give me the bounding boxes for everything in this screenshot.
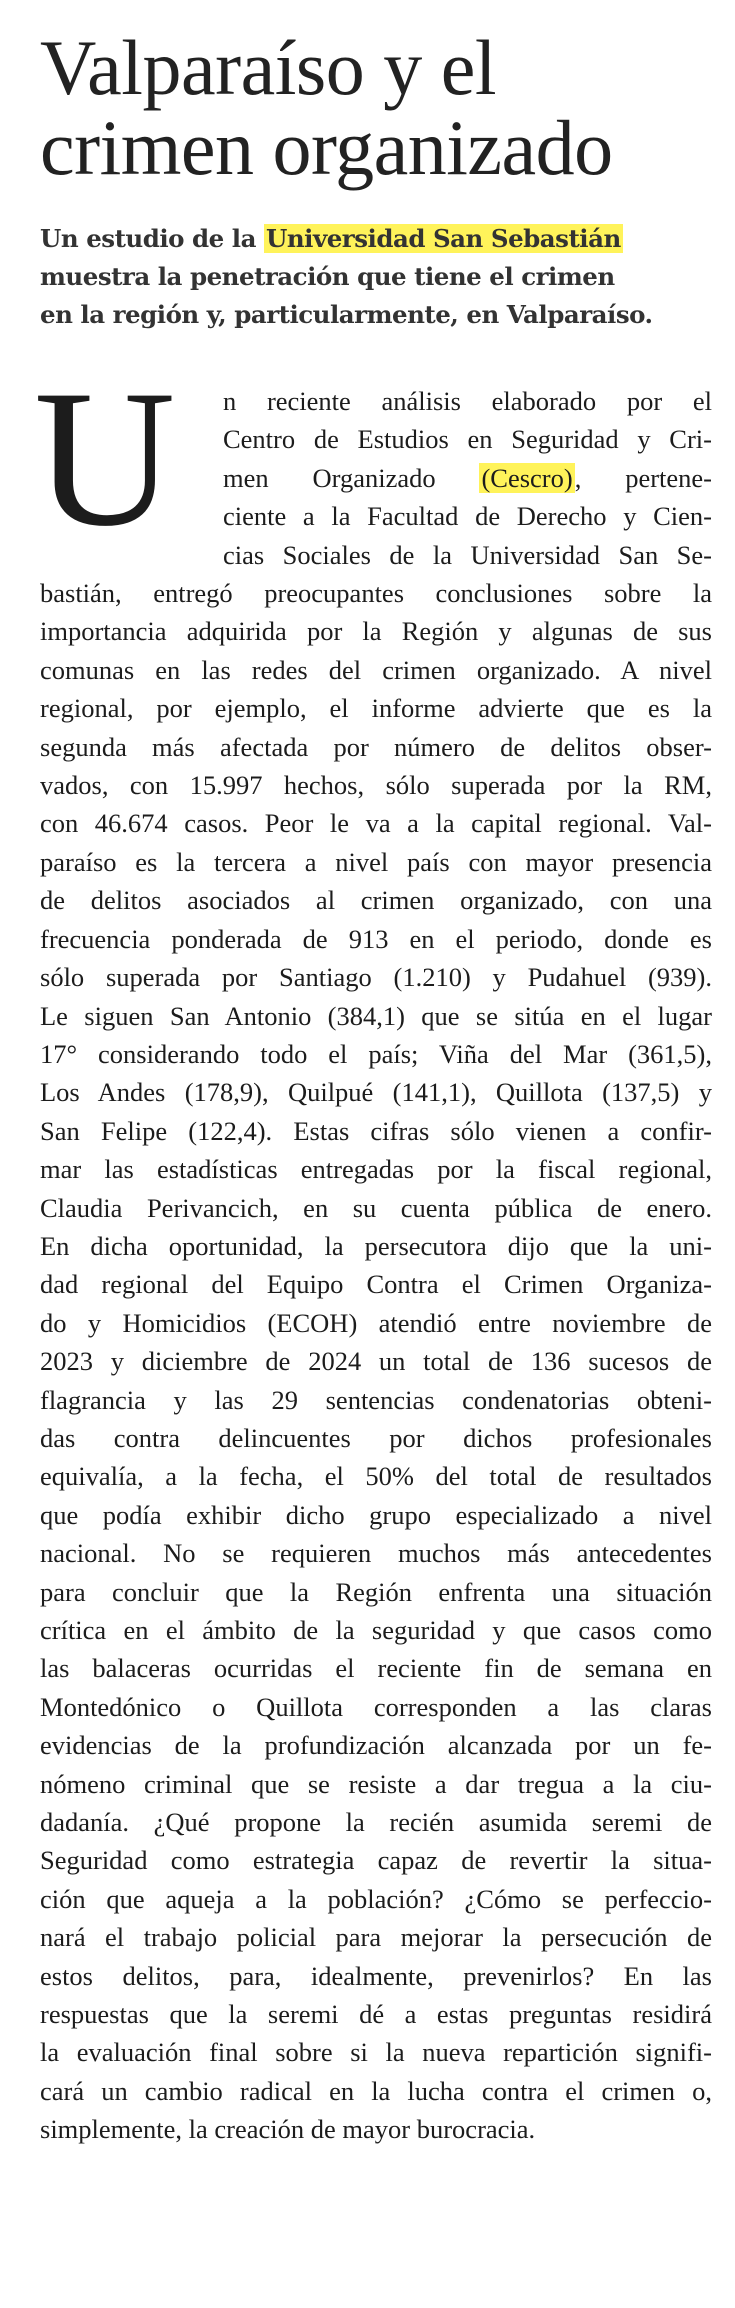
body-line: cará un cambio radical en la lucha contra el crimen o, bbox=[40, 2075, 712, 2106]
body-lines-rest bbox=[40, 574, 712, 2149]
article-body bbox=[34, 350, 712, 2149]
lead-paragraph bbox=[40, 220, 712, 334]
body-line: bastián, entregó preocupantes conclusiones sobre la bbox=[40, 578, 712, 609]
lead-text-start: Un estudio de la bbox=[40, 224, 264, 253]
body-line: Le siguen San Antonio (384,1) que se sitúa en el lugar bbox=[40, 1000, 712, 1031]
body-line: la evaluación final sobre si la nueva repartición signifi- bbox=[40, 2037, 712, 2068]
headline-line-2: crimen organizado bbox=[40, 104, 613, 191]
lead-line-3: en la región y, particularmente, en Valparaíso. bbox=[40, 300, 653, 329]
body-line: mar las estadísticas entregadas por la fiscal regional, bbox=[40, 1154, 712, 1185]
body-line: sólo superada por Santiago (1.210) y Pudahuel (939). bbox=[40, 962, 712, 993]
body-line: segunda más afectada por número de delitos obser- bbox=[40, 731, 712, 762]
body-line: nómeno criminal que se resiste a dar tregua a la ciu- bbox=[40, 1768, 712, 1799]
body-line: evidencias de la profundización alcanzada por un fe- bbox=[40, 1730, 712, 1761]
body-line: do y Homicidios (ECOH) atendió entre noviembre de bbox=[40, 1307, 712, 1338]
body-line: Claudia Perivancich, en su cuenta pública de enero. bbox=[40, 1192, 712, 1223]
body-line: con 46.674 casos. Peor le va a la capital regional. Val- bbox=[40, 808, 712, 839]
body-line: Seguridad como estrategia capaz de revertir la situa- bbox=[40, 1845, 712, 1876]
body-line: dadanía. ¿Qué propone la recién asumida seremi de bbox=[40, 1807, 712, 1838]
body-line-text: men Organizado bbox=[223, 462, 480, 493]
body-line: cias Sociales de la Universidad San Se- bbox=[223, 539, 712, 570]
cescro-highlight: (Cescro) bbox=[481, 462, 573, 493]
body-line: nará el trabajo policial para mejorar la persecución de bbox=[40, 1922, 712, 1953]
drop-cap: U bbox=[34, 350, 176, 567]
body-line: Los Andes (178,9), Quilpué (141,1), Quillota (137,5) y bbox=[40, 1077, 712, 1108]
body-line: crítica en el ámbito de la seguridad y que casos como bbox=[40, 1615, 712, 1645]
body-line: frecuencia ponderada de 913 en el periodo, donde es bbox=[40, 923, 712, 954]
body-line: estos delitos, para, idealmente, prevenirlos? En las bbox=[40, 1960, 712, 1991]
headline bbox=[40, 24, 712, 191]
lead-highlight: Universidad San Sebastián bbox=[266, 224, 621, 253]
body-line: das contra delincuentes por dichos profesionales bbox=[40, 1422, 712, 1453]
article bbox=[34, 24, 712, 2149]
body-line: de delitos asociados al crimen organizado, con una bbox=[40, 885, 712, 916]
body-line: Centro de Estudios en Seguridad y Cri- bbox=[223, 424, 712, 455]
body-line: equivalía, a la fecha, el 50% del total de resultados bbox=[40, 1461, 712, 1492]
body-line: dad regional del Equipo Contra el Crimen Organiza- bbox=[40, 1269, 712, 1300]
body-line: importancia adquirida por la Región y algunas de sus bbox=[40, 616, 712, 647]
body-line: nacional. No se requieren muchos más antecedentes bbox=[40, 1538, 712, 1569]
body-line: vados, con 15.997 hechos, sólo superada por la RM, bbox=[40, 770, 712, 801]
body-line: regional, por ejemplo, el informe advierte que es la bbox=[40, 693, 712, 724]
body-line: simplemente, la creación de mayor burocracia. bbox=[40, 2114, 536, 2145]
body-line: para concluir que la Región enfrenta una situación bbox=[40, 1576, 712, 1607]
body-line: ción que aqueja a la población? ¿Cómo se perfeccio- bbox=[40, 1883, 712, 1914]
body-line: las balaceras ocurridas el reciente fin de semana en bbox=[40, 1653, 712, 1684]
body-line: que podía exhibir dicho grupo especializado a nivel bbox=[40, 1499, 712, 1530]
body-line: paraíso es la tercera a nivel país con mayor presencia bbox=[40, 846, 712, 877]
body-line: 2023 y diciembre de 2024 un total de 136 sucesos de bbox=[40, 1346, 712, 1377]
headline-line-1: Valparaíso y el bbox=[40, 24, 497, 111]
body-line: ciente a la Facultad de Derecho y Cien- bbox=[223, 501, 712, 532]
body-line: flagrancia y las 29 sentencias condenatorias obteni- bbox=[40, 1384, 712, 1415]
lead-line-2: muestra la penetración que tiene el crimen bbox=[40, 262, 615, 291]
body-line-text: , pertene- bbox=[574, 462, 712, 493]
body-line: En dicha oportunidad, la persecutora dijo que la uni- bbox=[40, 1230, 712, 1261]
body-line: 17° considerando todo el país; Viña del Mar (361,5), bbox=[40, 1038, 712, 1069]
body-line: San Felipe (122,4). Estas cifras sólo vienen a confir- bbox=[40, 1115, 712, 1146]
body-line: respuestas que la seremi dé a estas preguntas residirá bbox=[40, 1999, 712, 2030]
body-line: Montedónico o Quillota corresponden a las claras bbox=[40, 1691, 712, 1722]
body-line: comunas en las redes del crimen organizado. A nivel bbox=[40, 654, 712, 685]
body-line: n reciente análisis elaborado por el bbox=[223, 386, 712, 416]
